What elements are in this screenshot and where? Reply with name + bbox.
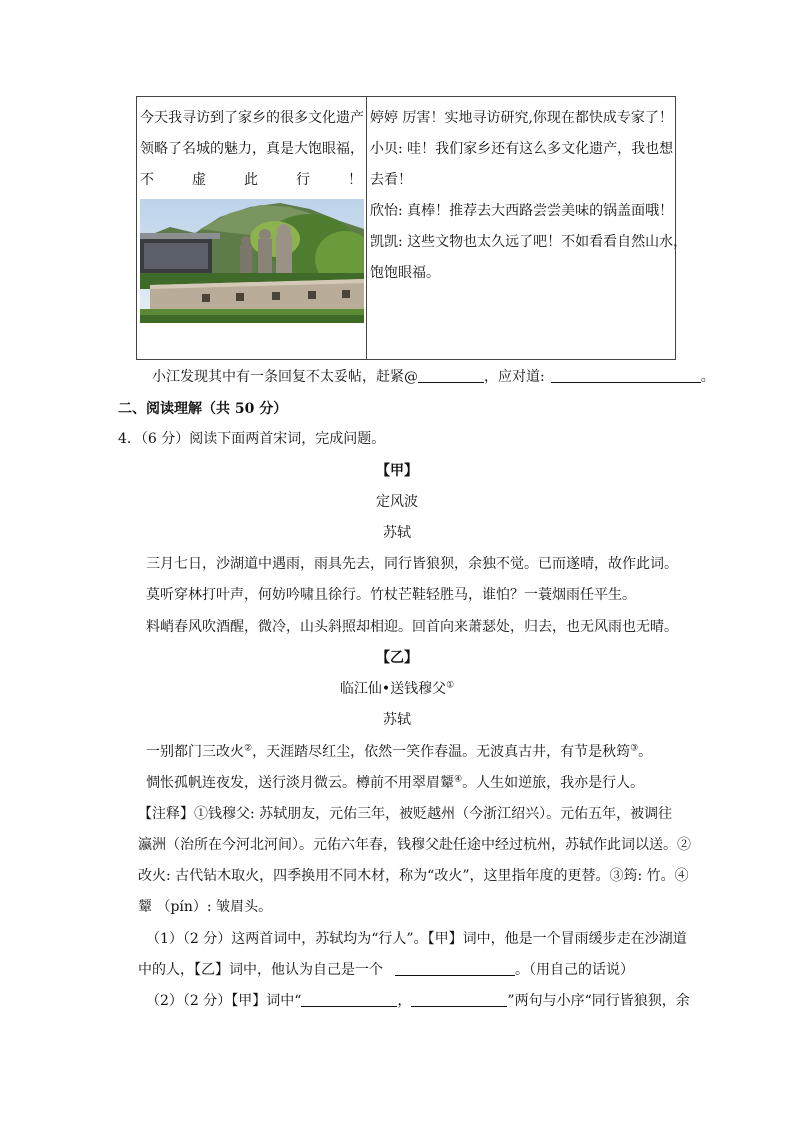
poem-text: 一别都门三改火 bbox=[146, 744, 244, 760]
poem-text: 惆怅孤帆连夜发，送行淡月微云。樽前不用翠眉颦 bbox=[146, 775, 454, 791]
poem-author: 苏轼 bbox=[383, 525, 411, 541]
post-line: 今天我寻访到了家乡的很多文化遗产 bbox=[140, 110, 364, 126]
footnote-mark: ④ bbox=[454, 774, 463, 785]
subquestion-line bbox=[138, 960, 634, 980]
subquestion-text: 。（用自己的话说） bbox=[515, 962, 634, 978]
reply-line: 婷婷 厉害！实地寻访研究,你现在都快成专家了！ bbox=[370, 110, 673, 126]
table-divider bbox=[366, 97, 367, 359]
chat-table bbox=[136, 96, 688, 360]
notes-line: 颦 （pín）: 皱眉头。 bbox=[138, 899, 273, 915]
notes-line: 改火: 古代钻木取火，四季换用不同木材，称为“改火”，这里指年度的更替。③筠: 竹。④ bbox=[138, 868, 689, 884]
notes-line: 瀛洲（治所在今河北河间）。元佑六年春，钱穆父赴任途中经过杭州，苏轼作此词以送。② bbox=[138, 837, 691, 853]
poem-text: 。 bbox=[638, 744, 653, 760]
q3-text: 。 bbox=[700, 369, 715, 385]
answer-blank[interactable] bbox=[395, 961, 515, 976]
poem-title bbox=[0, 679, 794, 699]
reply-line: 凯凯: 这些文物也太久远了吧！不如看看自然山水， bbox=[370, 234, 688, 250]
post-char: 此 bbox=[244, 172, 258, 188]
post-char: ！ bbox=[348, 172, 362, 188]
poem-line bbox=[146, 773, 644, 793]
subquestion-line: （1）（2 分）这两首词中，苏轼均为“行人”。【甲】词中，他是一个冒雨缓步走在沙湖道 bbox=[146, 931, 687, 947]
poem-text: ，天涯踏尽红尘，依然一笑作春温。无波真古井，有节是秋筠 bbox=[252, 744, 631, 760]
subquestion-text: ， bbox=[397, 993, 412, 1009]
notes-line: 【注释】①钱穆父: 苏轼朋友，元佑三年，被贬越州（今浙江绍兴）。元佑五年，被调往 bbox=[138, 806, 673, 822]
q3-text: ，应对道: bbox=[484, 369, 545, 385]
poem-title-text: 临江仙•送钱穆父 bbox=[339, 681, 447, 697]
reply-line: 饱饱眼福。 bbox=[370, 265, 440, 281]
answer-blank[interactable] bbox=[301, 992, 397, 1007]
footnote-mark: ③ bbox=[630, 743, 639, 754]
subquestion-text: 中的人，【乙】词中，他认为自己是一个 bbox=[138, 962, 383, 978]
q3-text: 小江发现其中有一条回复不太妥帖，赶紧@ bbox=[152, 369, 418, 385]
post-char: 行 bbox=[296, 172, 310, 188]
post-line-spread bbox=[140, 165, 364, 196]
poem-line: 料峭春风吹酒醒，微冷，山头斜照却相迎。回首向来萧瑟处，归去，也无风雨也无晴。 bbox=[146, 619, 678, 635]
poem-author: 苏轼 bbox=[383, 712, 411, 728]
poem-tag: 【甲】 bbox=[376, 463, 418, 479]
q3-answer-line bbox=[152, 367, 715, 387]
answer-blank[interactable] bbox=[411, 992, 507, 1007]
poem-line: 莫听穿林打叶声，何妨吟啸且徐行。竹杖芒鞋轻胜马，谁怕？一蓑烟雨任平生。 bbox=[146, 587, 636, 603]
post-char: 虚 bbox=[192, 172, 206, 188]
answer-blank[interactable] bbox=[551, 368, 701, 383]
reply-line: 欣怡: 真棒！推荐去大西路尝尝美味的锅盖面哦！ bbox=[370, 203, 674, 219]
poem-text: 。人生如逆旅，我亦是行人。 bbox=[462, 775, 645, 791]
museum-photo bbox=[140, 199, 364, 323]
replies-cell bbox=[370, 103, 688, 289]
question-stem: 4．（6 分）阅读下面两首宋词，完成问题。 bbox=[118, 431, 386, 447]
post-char: 不 bbox=[140, 172, 154, 188]
section-heading: 二、阅读理解（共 50 分） bbox=[118, 401, 288, 417]
footnote-mark: ① bbox=[446, 680, 455, 691]
subquestion-line bbox=[146, 991, 690, 1011]
reply-line: 小贝: 哇！我们家乡还有这么多文化遗产，我也想 bbox=[370, 141, 674, 157]
post-line: 领略了名城的魅力，真是大饱眼福， bbox=[140, 141, 364, 157]
post-cell bbox=[140, 103, 364, 196]
poem-title: 定风波 bbox=[376, 494, 418, 510]
poem-tag: 【乙】 bbox=[376, 650, 418, 666]
poem-preface: 三月七日，沙湖道中遇雨，雨具先去，同行皆狼狈，余独不觉。已而遂晴，故作此词。 bbox=[146, 556, 678, 572]
answer-blank[interactable] bbox=[418, 368, 484, 383]
poem-line bbox=[146, 742, 652, 762]
reply-line: 去看！ bbox=[370, 172, 412, 188]
footnote-mark: ② bbox=[244, 743, 253, 754]
subquestion-text: ”两句与小序“同行皆狼狈，余 bbox=[507, 993, 690, 1009]
subquestion-text: （2）（2 分）【甲】词中“ bbox=[146, 993, 302, 1009]
